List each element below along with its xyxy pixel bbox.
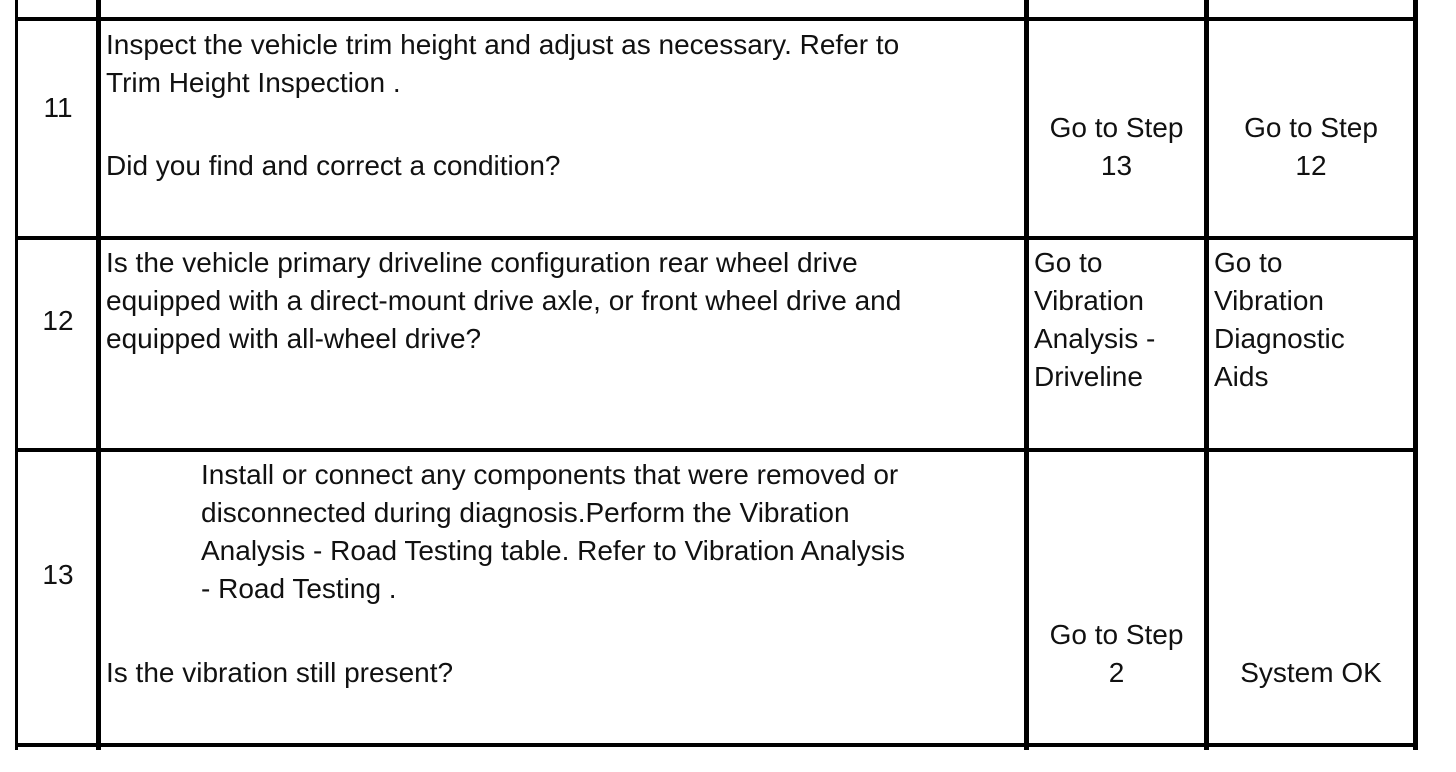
grid-line [15, 17, 1418, 21]
step-number: 12 [42, 305, 74, 336]
no-result: Go to [1214, 247, 1283, 278]
yes-result: 2 [1108, 657, 1125, 688]
grid-line [1413, 0, 1418, 750]
step-number: 11 [43, 92, 73, 123]
yes-result: Driveline [1034, 361, 1143, 392]
yes-result: Go to [1034, 247, 1103, 278]
no-result: Go to Step [1244, 112, 1378, 143]
action-question: Is the vibration still present? [106, 657, 454, 688]
no-result: System OK [1240, 657, 1382, 688]
no-result: Diagnostic [1214, 323, 1345, 354]
action-text-line: Inspect the vehicle trim height and adjust as necessary. Refer to [106, 29, 900, 60]
no-result: Vibration [1214, 285, 1325, 316]
step-number: 13 [42, 559, 74, 590]
action-text-line: - Road Testing . [201, 573, 397, 604]
yes-result: 13 [1100, 150, 1133, 181]
grid-line [15, 743, 1418, 747]
action-question: Did you find and correct a condition? [106, 150, 561, 181]
no-result: Aids [1214, 361, 1269, 392]
action-text-line: equipped with all-wheel drive? [106, 323, 482, 354]
yes-result: Vibration [1034, 285, 1145, 316]
grid-line [15, 448, 1418, 452]
action-text-line: equipped with a direct-mount drive axle, or front wheel drive and [106, 285, 902, 316]
action-text-line: Trim Height Inspection . [106, 67, 401, 98]
action-text-line: Analysis - Road Testing table. Refer to Vibration Analysis [201, 535, 906, 566]
action-text-line: Install or connect any components that were removed or [201, 459, 899, 490]
yes-result: Analysis - [1034, 323, 1156, 354]
grid-line [15, 236, 1418, 240]
yes-result: Go to Step [1049, 619, 1184, 650]
action-text-line: disconnected during diagnosis.Perform the Vibration [201, 497, 850, 528]
no-result: 12 [1295, 150, 1327, 181]
action-text-line: Is the vehicle primary driveline configuration rear wheel drive [106, 247, 858, 278]
yes-result: Go to Step [1049, 112, 1184, 143]
